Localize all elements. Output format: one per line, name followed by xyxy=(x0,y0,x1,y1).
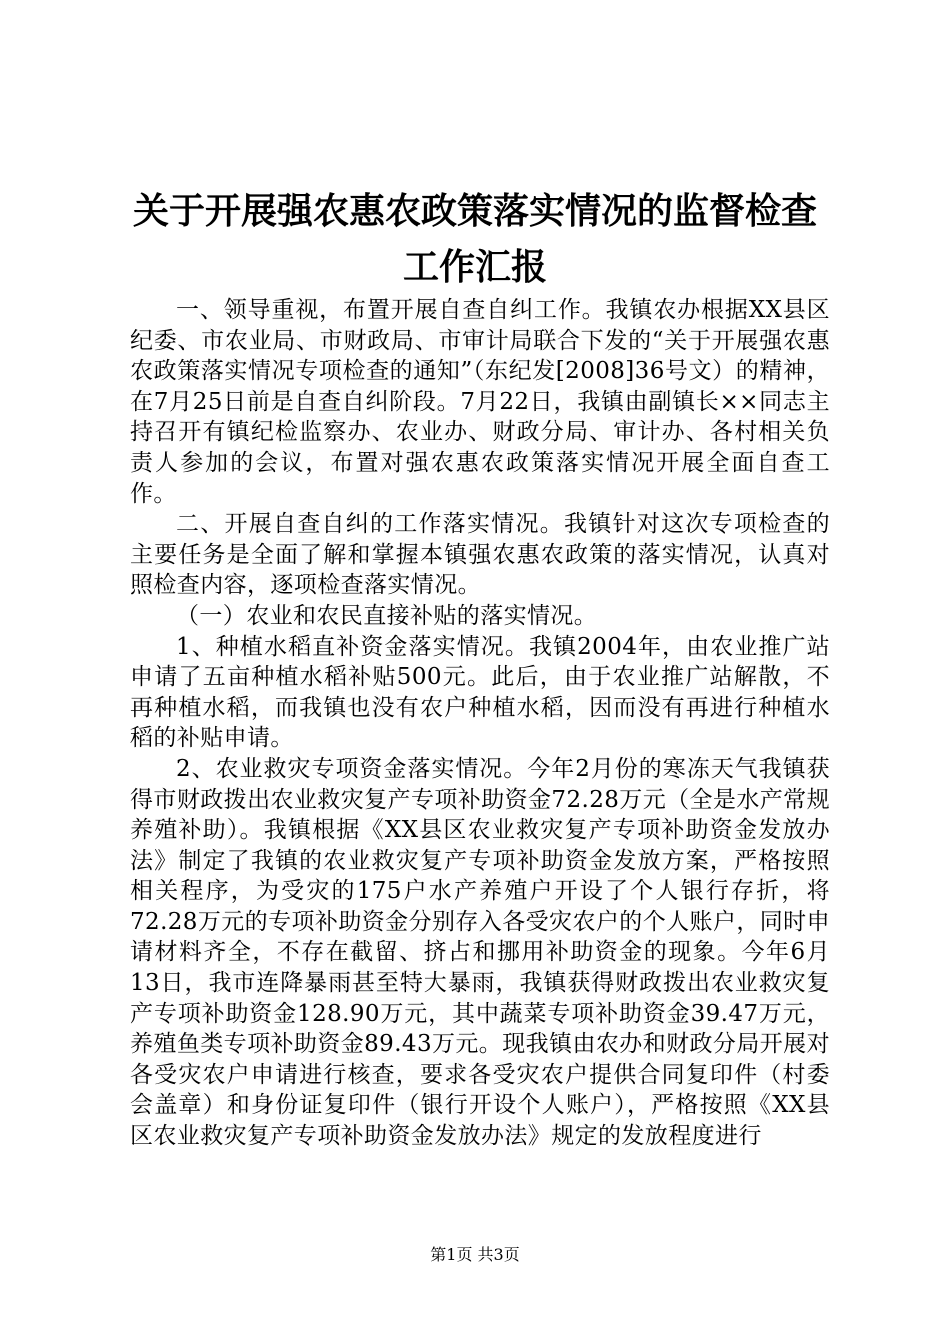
paragraph-rice-subsidy: 1、种植水稻直补资金落实情况。我镇2004年，由农业推广站申请了五亩种植水稻补贴500元。此后，由于农业推广站解散，不再种植水稻，而我镇也没有农户种植水稻，因而没有再进行种植水稻的补贴申请。 xyxy=(130,633,830,752)
paragraph-disaster-relief: 2、农业救灾专项资金落实情况。今年2月份的寒冻天气我镇获得市财政拨出农业救灾复产专项补助资金72.28万元（全是水产常规养殖补助）。我镇根据《XX县区农业救灾复产专项补助资金发放办法》制定了我镇的农业救灾复产专项补助资金发放方案，严格按照相关程序，为受灾的175户水产养殖户开设了个人银行存折，将72.28万元的专项补助资金分别存入各受灾农户的个人账户，同时申请材料齐全，不存在截留、挤占和挪用补助资金的现象。今年6月13日，我市连降暴雨甚至特大暴雨，我镇获得财政拨出农业救灾复产专项补助资金128.90万元，其中蔬菜专项补助资金39.47万元，养殖鱼类专项补助资金89.43万元。现我镇由农办和财政分局开展对各受灾农户申请进行核查，要求各受灾农户提供合同复印件（村委会盖章）和身份证复印件（银行开设个人账户），严格按照《XX县区农业救灾复产专项补助资金发放办法》规定的发放程度进行 xyxy=(130,755,830,1150)
document-title: 关于开展强农惠农政策落实情况的监督检查工作汇报 xyxy=(132,190,817,288)
page-number-footer: 第1页 共3页 xyxy=(430,1245,520,1264)
document-body xyxy=(130,295,830,1152)
paragraph-subsidy-heading: （一）农业和农民直接补贴的落实情况。 xyxy=(176,602,598,629)
paragraph-leadership: 一、领导重视，布置开展自查自纠工作。我镇农办根据XX县区纪委、市农业局、市财政局、市审计局联合下发的“关于开展强农惠农政策落实情况专项检查的通知”（东纪发[2008]36号文）的精神，在7月25日前是自查自纠阶段。7月22日，我镇由副镇长××同志主持召开有镇纪检监察办、农业办、财政分局、审计办、各村相关负责人参加的会议，布置对强农惠农政策落实情况开展全面自查工作。 xyxy=(130,297,830,507)
paragraph-self-inspection: 二、开展自查自纠的工作落实情况。我镇针对这次专项检查的主要任务是全面了解和掌握本镇强农惠农政策的落实情况，认真对照检查内容，逐项检查落实情况。 xyxy=(130,511,830,599)
